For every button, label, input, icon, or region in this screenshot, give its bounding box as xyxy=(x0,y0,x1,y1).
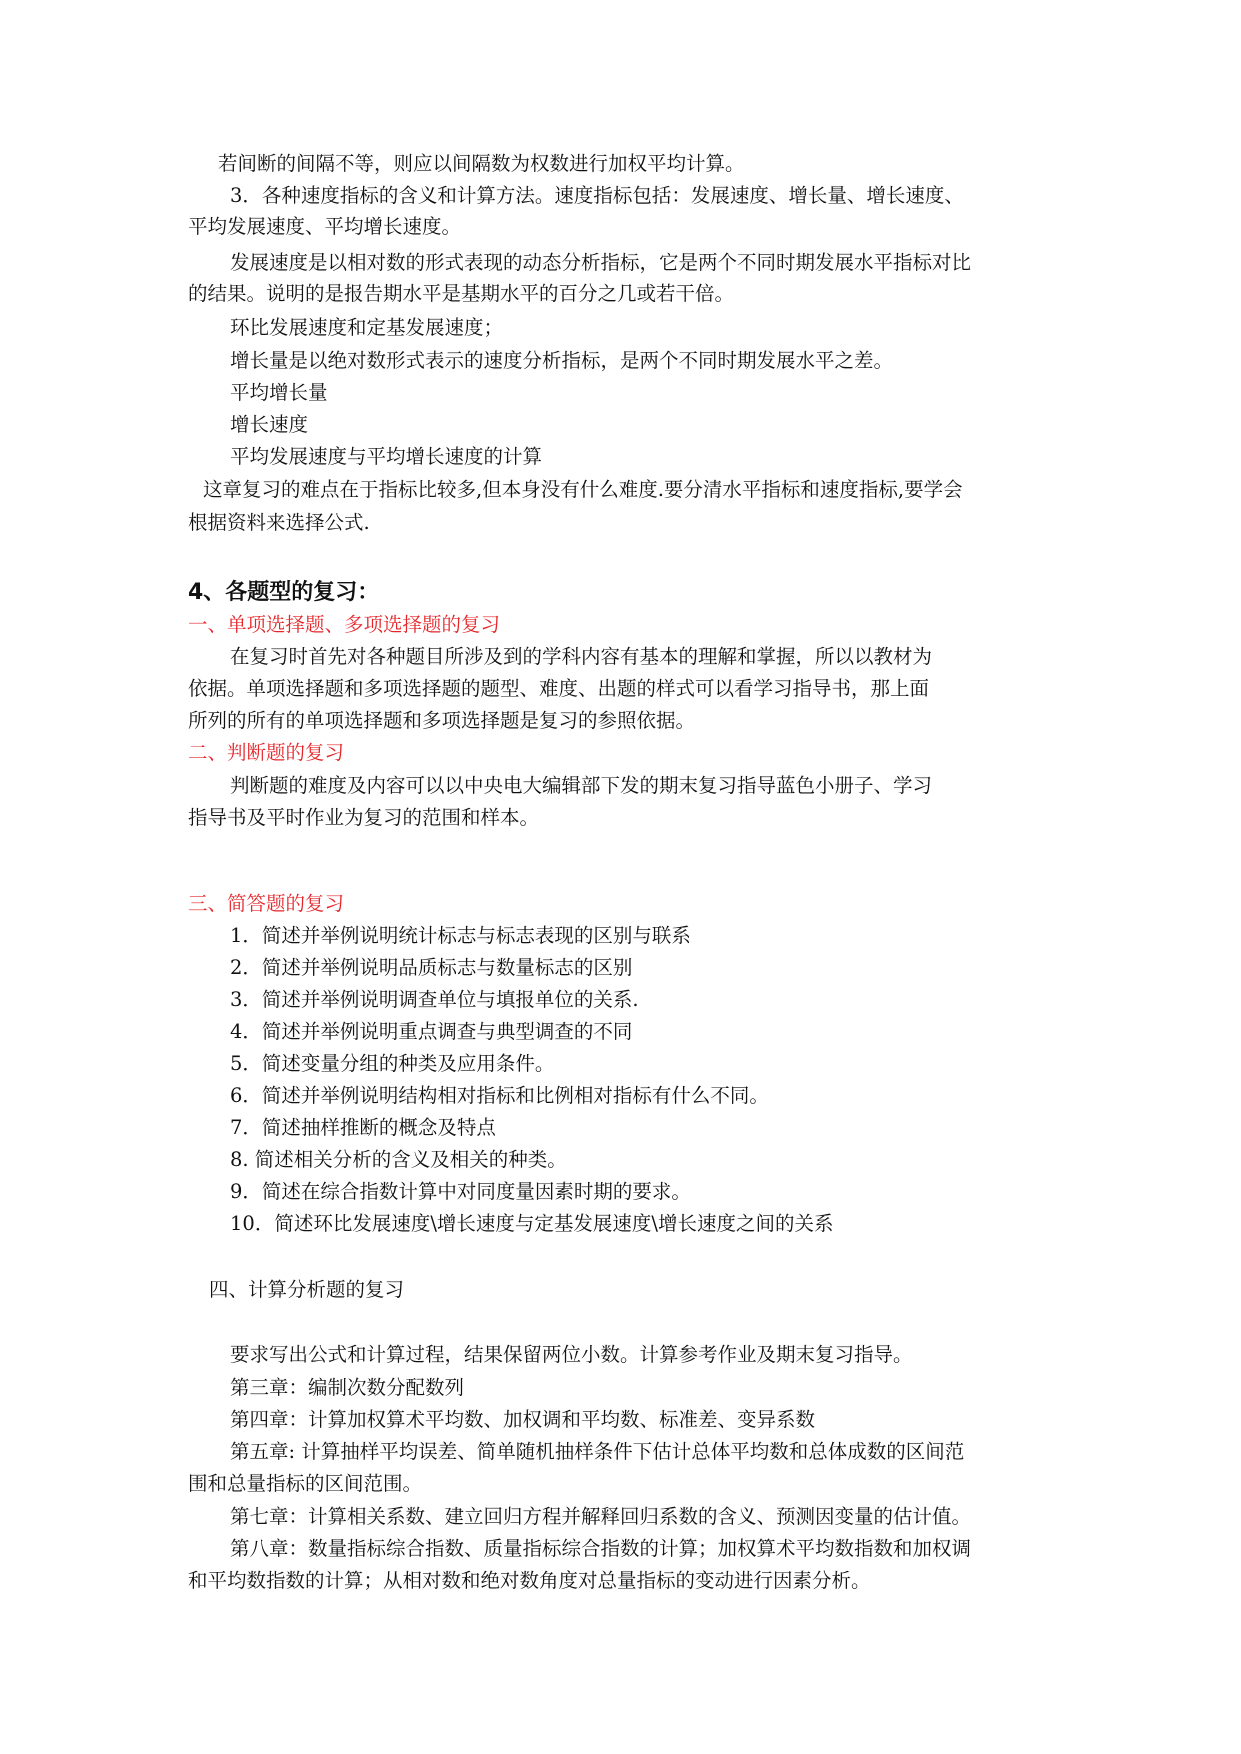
paragraph-line: 发展速度是以相对数的形式表现的动态分析指标，它是两个不同时期发展水平指标对比 xyxy=(230,251,972,274)
paragraph-line: 和平均数指数的计算；从相对数和绝对数角度对总量指标的变动进行因素分析。 xyxy=(188,1569,871,1592)
paragraph-line: 依据。单项选择题和多项选择题的题型、难度、出题的样式可以看学习指导书，那上面 xyxy=(188,677,930,700)
list-item: 5．简述变量分组的种类及应用条件。 xyxy=(230,1052,555,1075)
list-item: 10．简述环比发展速度\增长速度与定基发展速度\增长速度之间的关系 xyxy=(230,1212,834,1235)
paragraph-line: 平均发展速度与平均增长速度的计算 xyxy=(230,445,543,468)
section-heading: 4、各题型的复习： xyxy=(188,580,380,605)
paragraph-line: 第四章：计算加权算术平均数、加权调和平均数、标准差、变异系数 xyxy=(230,1408,816,1431)
paragraph-line: 增长速度 xyxy=(230,413,309,436)
list-item: 6．简述并举例说明结构相对指标和比例相对指标有什么不同。 xyxy=(230,1084,769,1107)
paragraph-line: 这章复习的难点在于指标比较多,但本身没有什么难度.要分清水平指标和速度指标,要学会 xyxy=(203,478,963,501)
paragraph-line: 要求写出公式和计算过程，结果保留两位小数。计算参考作业及期末复习指导。 xyxy=(230,1343,913,1366)
paragraph-line: 环比发展速度和定基发展速度； xyxy=(230,316,504,339)
paragraph-line: 第三章：编制次数分配数列 xyxy=(230,1376,465,1399)
paragraph-line: 3．各种速度指标的含义和计算方法。速度指标包括：发展速度、增长量、增长速度、 xyxy=(230,184,964,207)
paragraph-line: 第八章：数量指标综合指数、质量指标综合指数的计算；加权算术平均数指数和加权调 xyxy=(230,1537,972,1560)
list-item: 1．简述并举例说明统计标志与标志表现的区别与联系 xyxy=(230,924,691,947)
list-item: 4．简述并举例说明重点调查与典型调查的不同 xyxy=(230,1020,633,1043)
list-item: 2．简述并举例说明品质标志与数量标志的区别 xyxy=(230,956,633,979)
paragraph-line: 所列的所有的单项选择题和多项选择题是复习的参照依据。 xyxy=(188,709,696,732)
paragraph-line: 若间断的间隔不等，则应以间隔数为权数进行加权平均计算。 xyxy=(218,152,745,175)
paragraph-line: 平均增长量 xyxy=(230,381,328,404)
paragraph-line: 指导书及平时作业为复习的范围和样本。 xyxy=(188,806,540,829)
paragraph-line: 的结果。说明的是报告期水平是基期水平的百分之几或若干倍。 xyxy=(188,282,735,305)
paragraph-line: 在复习时首先对各种题目所涉及到的学科内容有基本的理解和掌握，所以以教材为 xyxy=(230,645,933,668)
paragraph-line: 第七章：计算相关系数、建立回归方程并解释回归系数的含义、预测因变量的估计值。 xyxy=(230,1505,972,1528)
subsection-heading: 四、计算分析题的复习 xyxy=(209,1278,405,1301)
paragraph-line: 根据资料来选择公式. xyxy=(188,511,370,534)
paragraph-line: 增长量是以绝对数形式表示的速度分析指标，是两个不同时期发展水平之差。 xyxy=(230,349,894,372)
paragraph-line: 第五章: 计算抽样平均误差、简单随机抽样条件下估计总体平均数和总体成数的区间范 xyxy=(230,1440,965,1463)
subsection-heading: 二、判断题的复习 xyxy=(188,741,345,764)
list-item: 7．简述抽样推断的概念及特点 xyxy=(230,1116,496,1139)
paragraph-line: 围和总量指标的区间范围。 xyxy=(188,1472,423,1495)
subsection-heading: 一、单项选择题、多项选择题的复习 xyxy=(188,613,501,636)
paragraph-line: 平均发展速度、平均增长速度。 xyxy=(188,215,462,238)
paragraph-line: 判断题的难度及内容可以以中央电大编辑部下发的期末复习指导蓝色小册子、学习 xyxy=(230,774,933,797)
list-item: 9．简述在综合指数计算中对同度量因素时期的要求。 xyxy=(230,1180,691,1203)
list-item: 3．简述并举例说明调查单位与填报单位的关系. xyxy=(230,988,639,1011)
subsection-heading: 三、简答题的复习 xyxy=(188,892,345,915)
list-item: 8. 简述相关分析的含义及相关的种类。 xyxy=(230,1148,567,1171)
